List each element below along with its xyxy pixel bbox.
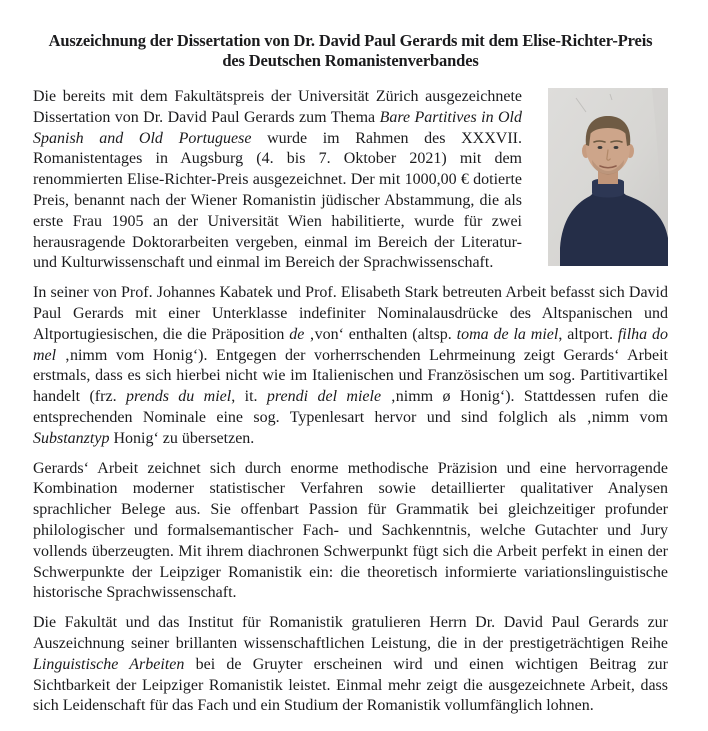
portrait-image (548, 88, 668, 266)
paragraph-award: Die bereits mit dem Fakultätspreis der Universität Zürich ausgezeichnete Dissertation von Dr. David Paul Gerards zum Thema Bare Partitives in Old Spanish and Old Portuguese wurde im Rahmen des XXXVII. Romanistentages in Augsburg (4. bis 7. Oktober 2021) mit dem renommierten Elise-Richter-Preis ausgezeichnet. Der mit 1000,00 € dotierte Preis, benannt nach der Wiener Romanistin jüdischer Abstammung, die als erste Frau 1905 an der Universität Wien habilitierte, wurde für zwei herausragende Doktorarbeiten vergeben, einmal im Bereich der Literatur- und Kulturwissenschaft und einmal im Bereich der Sprachwissenschaft. (33, 88, 523, 272)
document-body (33, 87, 668, 717)
paragraph-congratulations: Die Fakultät und das Institut für Romanistik gratulieren Herrn Dr. David Paul Gerards zur Auszeichnung seiner brillanten wissenschaftlichen Leistung, die in der prestigeträchtigen Reihe Linguistische Arbeiten bei de Gruyter erscheinen wird und einen wichtigen Beitrag zur Sichtbarkeit der Leipziger Romanistik leistet. Einmal mehr zeigt die ausgezeichnete Arbeit, dass sich Leidenschaft für das Fach und ein Studium der Romanistik vollumfänglich lohnen. (33, 614, 669, 715)
paragraph-dissertation-content: In seiner von Prof. Johannes Kabatek und Prof. Elisabeth Stark betreuten Arbeit befasst sich David Paul Gerards mit einer Unterklasse indefiniter Nominalausdrücke des Altspanischen und Altportugiesischen, die die Präposition de ‚von‘ enthalten (altsp. toma de la miel, altport. filha do mel ‚nimm vom Honig‘). Entgegen der vorherrschenden Lehrmeinung zeigt Gerards‘ Arbeit erstmals, dass es sich hierbei nicht wie im Italienischen und Französischen um sog. Partitivartikel handelt (frz. prends du miel, it. prendi del miele ‚nimm ø Honig‘). Stattdessen rufen die entsprechenden Nominale eine sog. Typenlesart hervor und sind folglich als ‚nimm vom Substanztyp Honig‘ zu übersetzen. (33, 284, 669, 447)
title-line-1: Auszeichnung der Dissertation von Dr. David Paul Gerards mit dem Elise-Richter-Preis (48, 31, 653, 50)
page-title (33, 31, 668, 71)
paragraph-methodology: Gerards‘ Arbeit zeichnet sich durch enorme methodische Präzision und eine hervorragende Kombination moderner statistischer Verfahren sowie detaillierter qualitativer Analysen sprachlicher Belege aus. Sie offenbart Passion für Grammatik bei gleichzeitiger profunder philologischer und formalsemantischer Fach- und Sachkenntnis, welche Gutachter und Jury vollends überzeugten. Mit ihrem diachronen Schwerpunkt fügt sich die Arbeit perfekt in einen der Schwerpunkte der Leipziger Romanistik ein: die theoretisch informierte variationslinguistische historische Sprachwissenschaft. (33, 459, 668, 602)
portrait-photo (548, 88, 668, 266)
photo-eye-left (598, 146, 603, 149)
title-line-2: des Deutschen Romanistenverbandes (222, 51, 479, 70)
photo-eye-right (614, 146, 619, 149)
